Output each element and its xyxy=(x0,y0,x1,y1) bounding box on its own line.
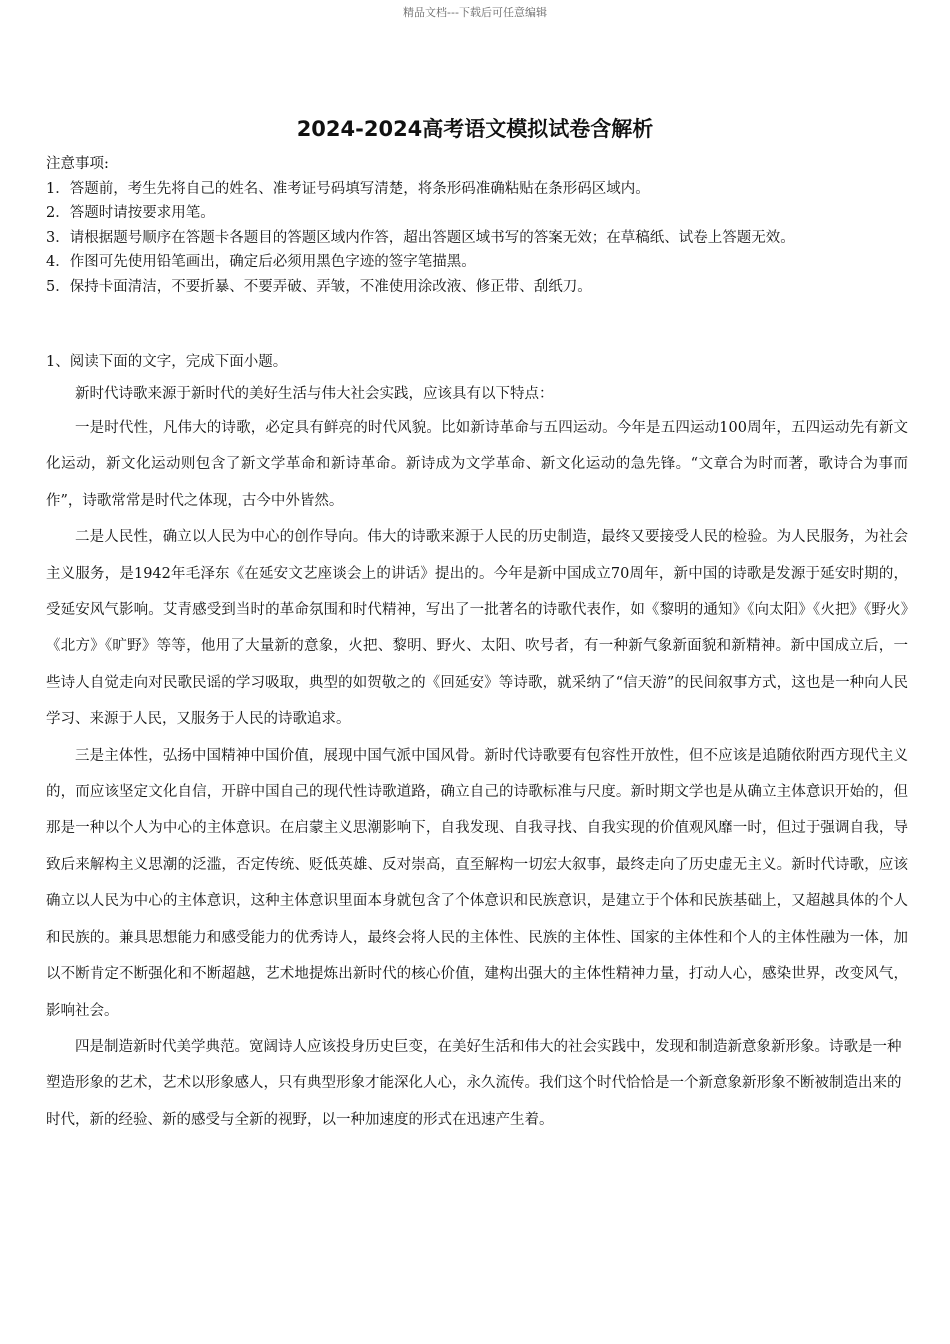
notes-item: 1．答题前，考生先将自己的姓名、准考证号码填写清楚，将条形码准确粘贴在条形码区域内。 xyxy=(46,180,650,197)
passage-paragraph: 四是制造新时代美学典范。宽阔诗人应该投身历史巨变，在美好生活和伟大的社会实践中，发现和制造新意象新形象。诗歌是一种塑造形象的艺术，艺术以形象感人，只有典型形象才能深化人心，永久流传。我们这个时代恰恰是一个新意象新形象不断被制造出来的时代，新的经验、新的感受与全新的视野，以一种加速度的形式在迅速产生着。 xyxy=(46,1038,902,1128)
passage-paragraph: 新时代诗歌来源于新时代的美好生活与伟大社会实践，应该具有以下特点： xyxy=(75,386,554,402)
notes-item: 2．答题时请按要求用笔。 xyxy=(46,205,215,221)
passage-paragraph: 一是时代性，凡伟大的诗歌，必定具有鲜亮的时代风貌。比如新诗革命与五四运动。今年是五四运动100周年，五四运动先有新文化运动，新文化运动则包含了新文学革命和新诗革命。新诗成为文学革命、新文化运动的急先锋。“文章合为时而著，歌诗合为事而作”，诗歌常常是时代之体现，古今中外皆然。 xyxy=(46,420,908,509)
notes-item: 3．请根据题号顺序在答题卡各题目的答题区域内作答，超出答题区域书写的答案无效；在草稿纸、试卷上答题无效。 xyxy=(46,229,795,246)
notes-heading: 注意事项: xyxy=(46,156,109,172)
notes-item: 5．保持卡面清洁，不要折暴、不要弄破、弄皱，不准使用涂改液、修正带、刮纸刀。 xyxy=(46,278,592,295)
notes-section xyxy=(46,152,916,299)
passage-paragraph: 三是主体性，弘扬中国精神中国价值，展现中国气派中国风骨。新时代诗歌要有包容性开放性，但不应该是追随依附西方现代主义的，而应该坚定文化自信，开辟中国自己的现代性诗歌道路，确立自己的诗歌标准与尺度。新时期文学也是从确立主体意识开始的，但那是一种以个人为中心的主体意识。在启蒙主义思潮影响下，自我发现、自我寻找、自我实现的价值观风靡一时，但过于强调自我，导致后来解构主义思潮的泛滥，否定传统、贬低英雄、反对崇高，直至解构一切宏大叙事，最终走向了历史虚无主义。新时代诗歌，应该确立以人民为中心的主体意识，这种主体意识里面本身就包含了个体意识和民族意识，是建立于个体和民族基础上，又超越具体的个人和民族的。兼具思想能力和感受能力的优秀诗人，最终会将人民的主体性、民族的主体性、国家的主体性和个人的主体性融为一体，加以不断肯定不断强化和不断超越，艺术地提炼出新时代的核心价值，建构出强大的主体性精神力量，打动人心，感染世界，改变风气，影响社会。 xyxy=(46,747,908,1019)
page-title: 2024-2024高考语文模拟试卷含解析 xyxy=(296,117,654,141)
page-header-note: 精品文档---下载后可任意编辑 xyxy=(403,6,547,19)
passage-paragraph: 二是人民性，确立以人民为中心的创作导向。伟大的诗歌来源于人民的历史制造，最终又要接受人民的检验。为人民服务，为社会主义服务，是1942年毛泽东《在延安文艺座谈会上的讲话》提出的。今年是新中国成立70周年，新中国的诗歌是发源于延安时期的，受延安风气影响。艾青感受到当时的革命氛围和时代精神，写出了一批著名的诗歌代表作，如《黎明的通知》《向太阳》《火把》《野火》《北方》《旷野》等等，他用了大量新的意象，火把、黎明、野火、太阳、吹号者，有一种新气象新面貌和新精神。新中国成立后，一些诗人自觉走向对民歌民谣的学习吸取，典型的如贺敬之的《回延安》等诗歌，就采纳了“信天游”的民间叙事方式，这也是一种向人民学习、来源于人民，又服务于人民的诗歌追求。 xyxy=(46,529,908,728)
question-prompt: 1、阅读下面的文字，完成下面小题。 xyxy=(46,354,288,370)
reading-passage xyxy=(46,379,908,1138)
notes-item: 4．作图可先使用铅笔画出，确定后必须用黑色字迹的签字笔描黑。 xyxy=(46,254,476,270)
